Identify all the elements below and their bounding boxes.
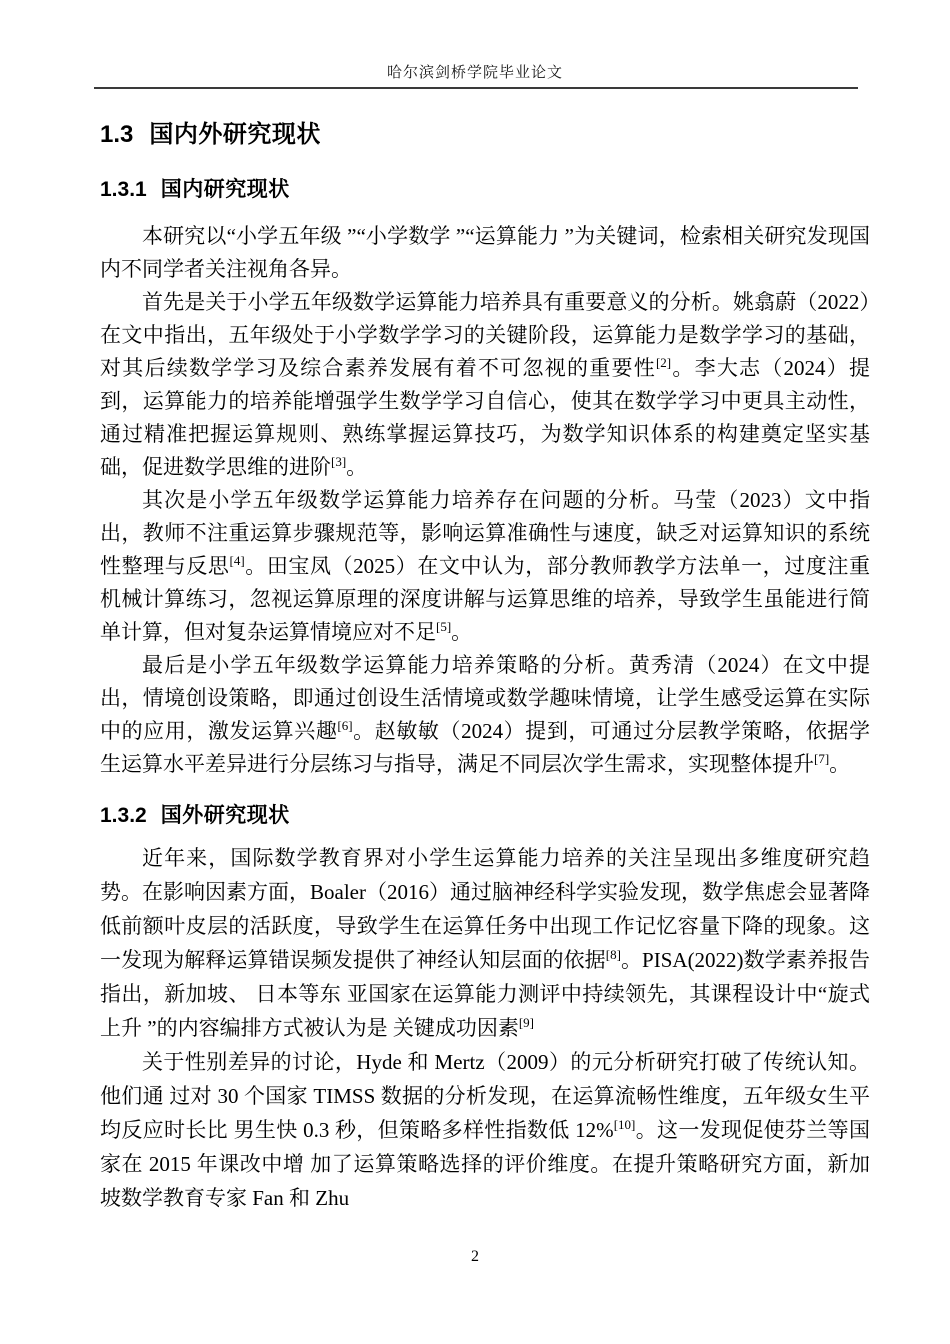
citation-ref-6: [6] bbox=[337, 718, 353, 733]
citation-ref-3: [3] bbox=[331, 454, 347, 469]
text-run: 其次是小学五年级数学运算能力培养存在问题的分析。马莹（2023）文中指出，教师不注重运算步骤规范等，影响运算准确性与速度，缺乏对运算知识的系统性整理与反思 bbox=[100, 488, 870, 578]
section-title: 国内外研究现状 bbox=[149, 121, 321, 148]
section-heading-1-3 bbox=[100, 120, 870, 150]
text-run: 。PISA(2022)数学素养报告指出，新加坡、 日本等东 亚国家在运算能力测评中持续领先，其课程设计中“旋式上升 ”的内容编排方式被认为是 关键成功因素 bbox=[100, 948, 870, 1040]
section-heading-1-3-1 bbox=[100, 177, 870, 203]
page-number: 2 bbox=[471, 1248, 479, 1265]
citation-ref-5: [5] bbox=[436, 619, 452, 634]
paragraph-strategies-analysis bbox=[100, 649, 870, 781]
paragraph-problems-analysis bbox=[100, 484, 870, 649]
section-number: 1.3 bbox=[100, 121, 134, 148]
text-run: 。赵敏敏（2024）提到，可通过分层教学策略，依据学生运算水平差异进行分层练习与指导，满足不同层次学生需求，实现整体提升 bbox=[100, 719, 871, 776]
section-heading-1-3-2 bbox=[100, 803, 870, 829]
text-run: 。 bbox=[829, 752, 851, 776]
header-rule bbox=[94, 87, 858, 89]
page-content bbox=[100, 120, 870, 1215]
text-run: 。田宝凤（2025）在文中认为，部分教师教学方法单一，过度注重机械计算练习，忽视运算原理的深度讲解与运算思维的培养，导致学生虽能进行简单计算，但对复杂运算情境应对不足 bbox=[100, 554, 870, 644]
page-footer bbox=[0, 1248, 950, 1266]
section-number: 1.3.2 bbox=[100, 804, 147, 827]
text-run: 。 bbox=[451, 620, 473, 644]
citation-ref-8: [8] bbox=[605, 947, 621, 962]
page-header bbox=[0, 0, 950, 89]
text-run: 本研究以“小学五年级 ”“小学数学 ”“运算能力 ”为关键词，检索相关研究发现国 内不同学者关注视角各异。 bbox=[100, 224, 870, 281]
text-run: 近年来，国际数学教育界对小学生运算能力培养的关注呈现出多维度研究趋势。在影响因素方面，Boaler（2016）通过脑神经科学实验发现，数学焦虑会显著降低前额叶皮层的活跃度，导致学生在运算任务中出现工作记忆容量下降的现象。这一发现为解释运算错误频发提供了神经认知层面的依据 bbox=[100, 846, 870, 972]
citation-ref-2: [2] bbox=[655, 355, 672, 370]
paragraph-gender-differences bbox=[100, 1045, 870, 1215]
section-title: 国内研究现状 bbox=[160, 178, 290, 201]
citation-ref-7: [7] bbox=[814, 751, 830, 766]
text-run: 关于性别差异的讨论，Hyde 和 Mertz（2009）的元分析研究打破了传统认知。他们通 过对 30 个国家 TIMSS 数据的分析发现，在运算流畅性维度，五年级女生平均反应时长比 男生快 0.3 秒，但策略多样性指数低 12% bbox=[100, 1050, 870, 1142]
citation-ref-10: [10] bbox=[613, 1117, 636, 1132]
text-run: 。 bbox=[346, 455, 368, 479]
text-run: 最后是小学五年级数学运算能力培养策略的分析。黄秀清（2024）在文中提出，情境创设策略，即通过创设生活情境或数学趣味情境，让学生感受运算在实际中的应用，激发运算兴趣 bbox=[100, 653, 870, 743]
section-number: 1.3.1 bbox=[100, 178, 147, 201]
text-run: 。李大志（2024）提到，运算能力的培养能增强学生数学学习自信心，使其在数学学习中更具主动性，通过精准把握运算规则、熟练掌握运算技巧，为数学知识体系的构建奠定坚实基础，促进数学思维的进阶 bbox=[100, 356, 871, 479]
paragraph-keywords-intro bbox=[100, 220, 870, 286]
citation-ref-4: [4] bbox=[229, 553, 245, 568]
paragraph-significance-analysis bbox=[100, 286, 870, 484]
paragraph-international-trends bbox=[100, 841, 870, 1045]
section-title: 国外研究现状 bbox=[160, 804, 290, 827]
running-header-text: 哈尔滨剑桥学院毕业论文 bbox=[386, 65, 563, 81]
citation-ref-9: [9] bbox=[518, 1015, 534, 1030]
text-run: 。这一发现促使芬兰等国家在 2015 年课改中增 加了运算策略选择的评价维度。在提升策略研究方面，新加坡数学教育专家 Fan 和 Zhu bbox=[100, 1118, 870, 1210]
text-run: 首先是关于小学五年级数学运算能力培养具有重要意义的分析。姚翕蔚（2022）在文中指出，五年级处于小学数学学习的关键阶段，运算能力是数学学习的基础，对其后续数学学习及综合素养发展有着不可忽视的重要性 bbox=[100, 290, 870, 380]
